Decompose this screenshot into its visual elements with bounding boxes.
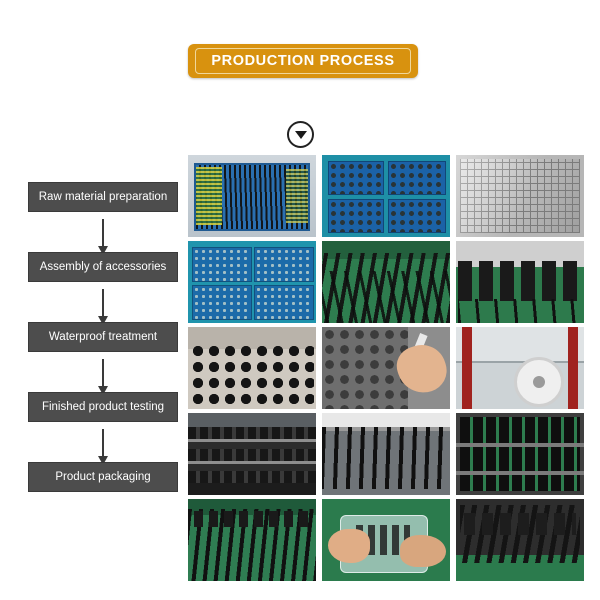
process-photo <box>456 499 584 581</box>
flow-step-label: Finished product testing <box>41 401 165 413</box>
photo-caption <box>190 316 291 322</box>
photo-caption <box>324 402 428 408</box>
photo-caption <box>458 574 572 580</box>
flow-box <box>28 392 178 422</box>
photo-caption <box>324 316 441 322</box>
flow-step-product-packaging <box>28 462 178 492</box>
flow-box <box>28 182 178 212</box>
photo-caption <box>190 402 290 408</box>
flow-step-label: Assembly of accessories <box>39 261 167 273</box>
flow-arrow-4 <box>28 422 178 462</box>
photo-caption <box>324 488 433 494</box>
process-photo <box>456 327 584 409</box>
flow-box <box>28 322 178 352</box>
process-flow-column <box>28 182 178 492</box>
photo-caption <box>458 488 578 494</box>
process-photo <box>188 241 316 323</box>
flow-arrow-3 <box>28 352 178 392</box>
flow-step-raw-material-preparation <box>28 182 178 212</box>
process-photo <box>188 499 316 581</box>
process-photo <box>322 499 450 581</box>
flow-box <box>28 252 178 282</box>
flow-step-label: Raw material preparation <box>38 191 168 203</box>
photo-caption <box>458 402 548 408</box>
process-photo <box>188 327 316 409</box>
chevron-down-icon <box>287 121 314 148</box>
flow-step-label: Product packaging <box>55 471 151 483</box>
page-title-banner <box>188 44 418 78</box>
process-photo-grid <box>188 155 584 581</box>
process-photo <box>322 155 450 237</box>
page-title: PRODUCTION PROCESS <box>211 53 395 69</box>
flow-step-label: Waterproof treatment <box>48 331 158 343</box>
flow-step-waterproof-treatment <box>28 322 178 352</box>
photo-caption <box>458 230 541 236</box>
process-photo <box>322 327 450 409</box>
process-photo <box>456 241 584 323</box>
title-inner-border <box>195 48 411 74</box>
flow-arrow-1 <box>28 212 178 252</box>
process-photo <box>456 413 584 495</box>
process-photo <box>188 155 316 237</box>
photo-caption <box>190 488 287 494</box>
process-photo <box>188 413 316 495</box>
photo-caption <box>458 310 584 322</box>
flow-step-assembly-of-accessories <box>28 252 178 282</box>
process-photo <box>456 155 584 237</box>
photo-caption <box>324 230 424 236</box>
process-photo <box>322 241 450 323</box>
process-photo <box>322 413 450 495</box>
photo-caption <box>324 574 427 580</box>
photo-caption <box>190 224 316 236</box>
photo-caption <box>190 574 267 580</box>
flow-box <box>28 462 178 492</box>
flow-step-finished-product-testing <box>28 392 178 422</box>
flow-arrow-2 <box>28 282 178 322</box>
